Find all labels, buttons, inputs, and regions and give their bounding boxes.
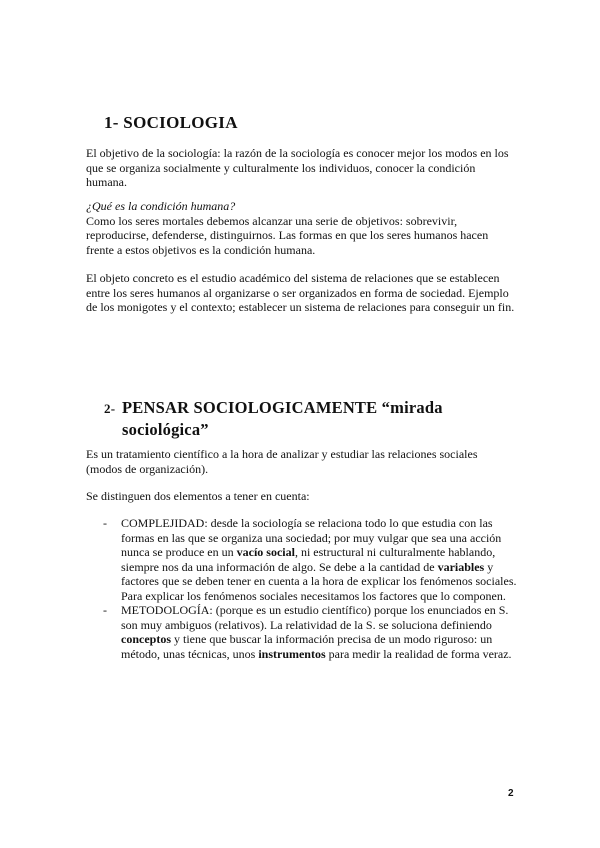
section-2-heading-line-1: PENSAR SOCIOLOGICAMENTE “mirada	[122, 398, 443, 417]
list-dash: -	[103, 516, 107, 530]
list-item-metodologia	[103, 603, 517, 661]
section-2-heading-line-2: sociológica”	[122, 420, 209, 439]
list-item-text: Para explicar los fenómenos sociales necesitamos los factores que lo componen.	[121, 588, 506, 603]
list-item-text: METODOLOGÍA: (porque es un estudio científico) porque los enunciados en S. son muy ambiguos (relativos). La relatividad de la S. se soluciona definiendo	[121, 603, 509, 632]
bold-term: vacío social	[236, 545, 295, 559]
section-1-heading: 1- SOCIOLOGIA	[104, 113, 238, 132]
section-2-paragraph-1: Es un tratamiento científico a la hora de analizar y estudiar las relaciones sociales (modos de organización).	[86, 447, 478, 476]
list-item-text: para medir la realidad de forma veraz.	[325, 646, 512, 661]
section-1-paragraph-3: El objeto concreto es el estudio académico del sistema de relaciones que se establecen entre los seres humanos al organizarse o ser organizados en forma de sociedad. Ejemplo de los monigotes y el contexto; establecer un sistema de relaciones para conseguir un fin.	[86, 271, 515, 314]
bold-term: instrumentos	[258, 646, 326, 661]
section-2-paragraph-2: Se distinguen dos elementos a tener en cuenta:	[86, 489, 310, 503]
section-2-number: 2-	[104, 401, 116, 416]
list-item-complejidad	[103, 516, 517, 603]
section-1-paragraph-1: El objetivo de la sociología: la razón de la sociología es conocer mejor los modos en los que se organiza socialmente y culturalmente los individuos, conocer la condición humana.	[86, 146, 509, 189]
list-item-text: COMPLEJIDAD: desde la sociología se relaciona todo lo que estudia con las formas en las que se organiza una sociedad; por muy vulgar que sea una acción nunca se produce en un	[121, 516, 502, 559]
list-item-text: , ni estructural ni culturalmente hablando, siempre nos da una información de algo. Se debe a la cantidad de	[121, 545, 496, 574]
bold-term: conceptos	[121, 632, 171, 646]
list-dash: -	[103, 603, 107, 617]
page-number: 2	[508, 788, 514, 799]
section-2-heading	[104, 397, 484, 440]
section-1-question-block	[86, 199, 516, 257]
question-heading: ¿Qué es la condición humana?	[86, 199, 236, 213]
list-item-text: y factores que se deben tener en cuenta a la hora de explicar los fenómenos sociales.	[121, 559, 517, 588]
bold-term: variables	[437, 559, 485, 574]
section-1-paragraph-2: Como los seres mortales debemos alcanzar una serie de objetivos: sobrevivir, reproducirse, defenderse, distinguirnos. Las formas en que los seres humanos hacen frente a estos objetivos es la condición humana.	[86, 213, 489, 257]
list-item-text: y tiene que buscar la información precisa de un modo riguroso: un método, unas técnicas, unos	[121, 632, 493, 661]
elements-list	[103, 516, 517, 661]
